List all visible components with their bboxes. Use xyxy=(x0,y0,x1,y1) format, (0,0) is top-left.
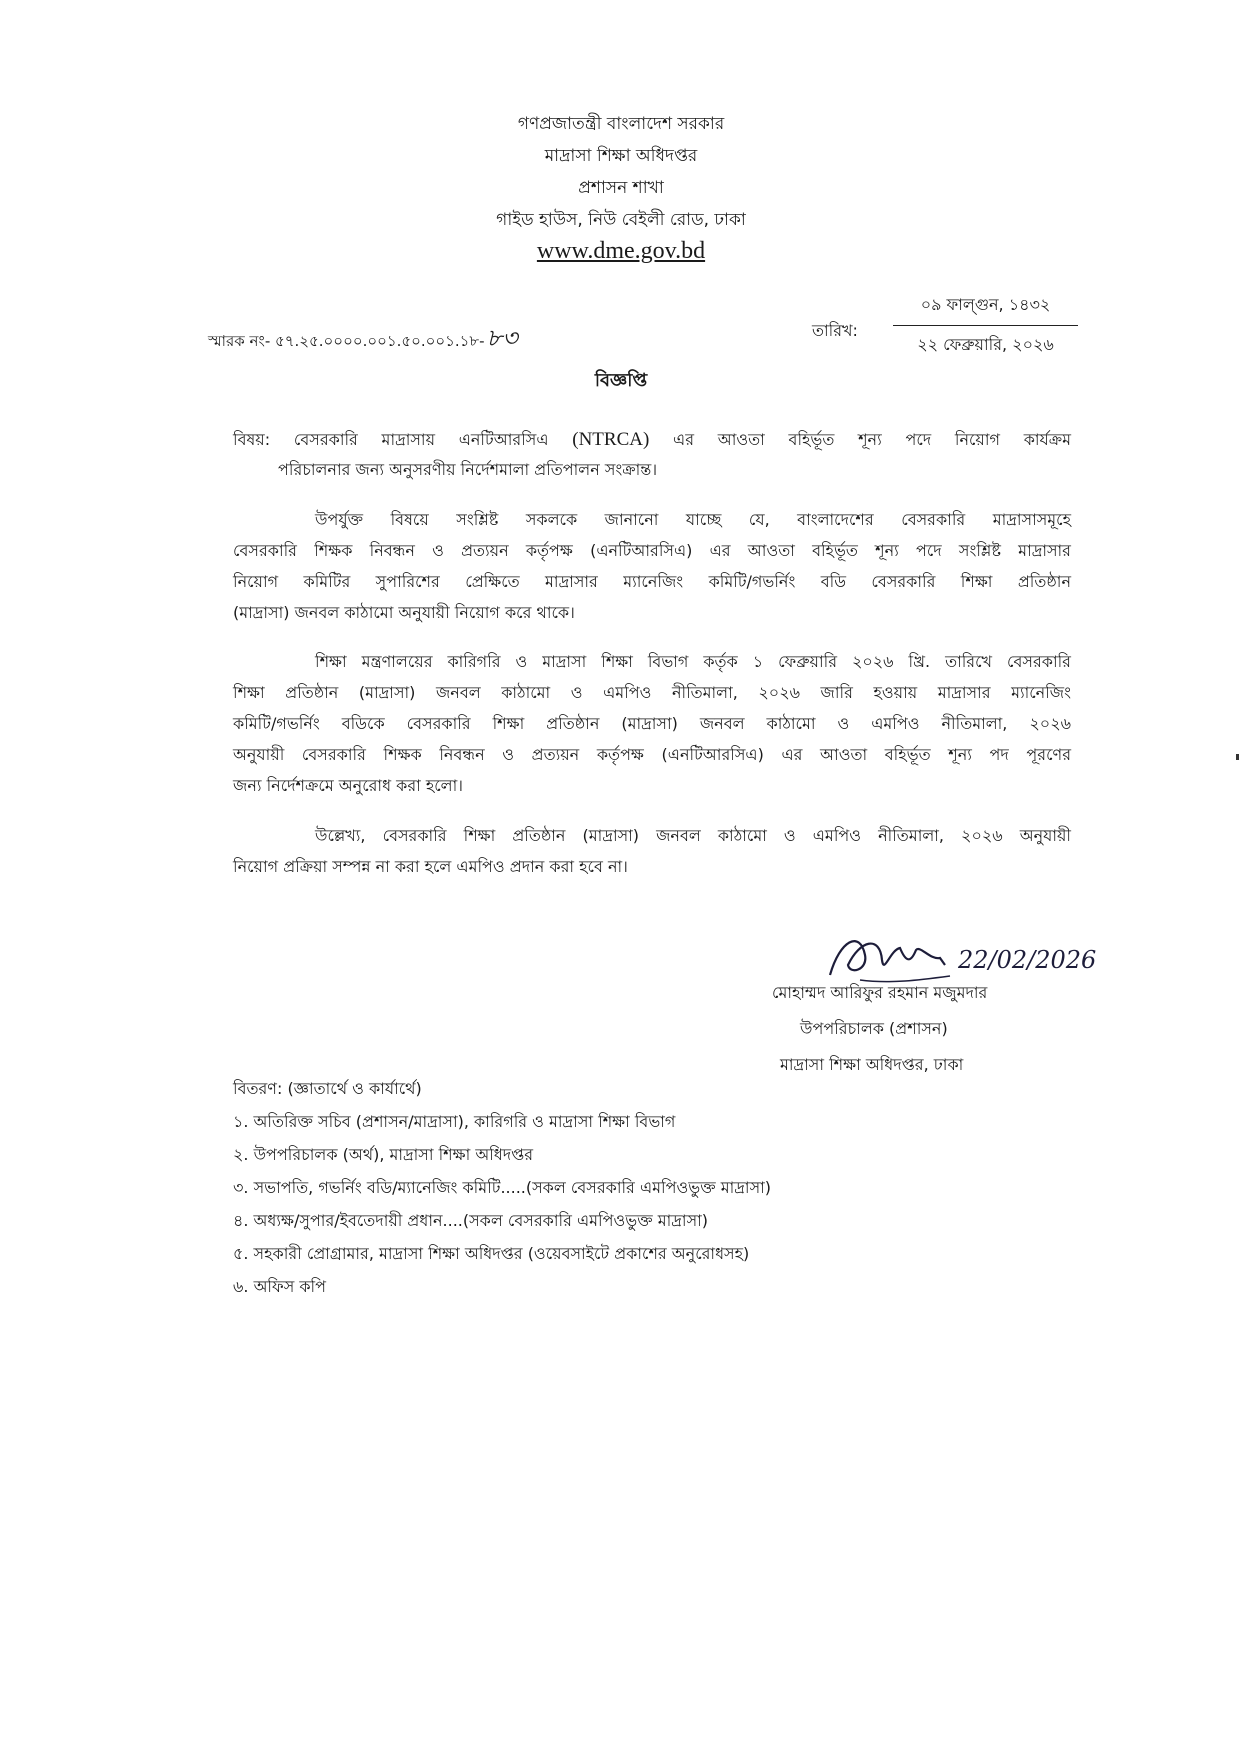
signatory-title: উপপরিচালক (প্রশাসন) xyxy=(800,1019,948,1038)
signatory-name: মোহাম্মদ আরিফুর রহমান মজুমদার xyxy=(772,983,988,1002)
office-address: গাইড হাউস, নিউ বেইলী রোড, ঢাকা xyxy=(496,210,746,230)
paragraph-line: উল্লেখ্য, বেসরকারি শিক্ষা প্রতিষ্ঠান (মাদ্রাসা) জনবল কাঠামো ও এমপিও নীতিমালা, ২০২৬ অনুযায়ী xyxy=(315,826,1071,845)
distribution-item: ১. অতিরিক্ত সচিব (প্রশাসন/মাদ্রাসা), কারিগরি ও মাদ্রাসা শিক্ষা বিভাগ xyxy=(233,1112,676,1131)
memo-number xyxy=(208,320,518,360)
paragraph-3 xyxy=(233,820,1071,882)
paragraph-line: অনুযায়ী বেসরকারি শিক্ষক নিবন্ধন ও প্রত্যয়ন কর্তৃপক্ষ (এনটিআরসিএ) এর আওতা বহির্ভূত শূন্য পদ পূরণের xyxy=(233,745,1071,764)
signature-stroke xyxy=(830,941,945,975)
memo-handwritten-number: ৮৩ xyxy=(486,324,518,352)
paragraph-2 xyxy=(233,646,1071,801)
subject-label: বিষয়: xyxy=(233,430,271,449)
paragraph-line: জন্য নির্দেশক্রমে অনুরোধ করা হলো। xyxy=(233,776,463,795)
paragraph-line: উপর্যুক্ত বিষয়ে সংশ্লিষ্ট সকলকে জানানো যাচ্ছে যে, বাংলাদেশের বেসরকারি মাদ্রাসাসমূহে xyxy=(315,510,1071,529)
subject-text-a: বেসরকারি মাদ্রাসায় এনটিআরসিএ xyxy=(293,430,549,449)
signatory xyxy=(760,975,1080,1083)
subject-line-1 xyxy=(233,425,1071,455)
directorate-name: মাদ্রাসা শিক্ষা অধিদপ্তর xyxy=(544,146,698,166)
scan-edge-mark xyxy=(1236,754,1239,760)
date-bangla: ০৯ ফাল্গুন, ১৪৩২ xyxy=(920,295,1051,314)
paragraph-line: নিয়োগ কমিটির সুপারিশের প্রেক্ষিতে মাদ্রাসার ম্যানেজিং কমিটি/গভর্নিং বডি বেসরকারি শিক্ষা প্রতিষ্ঠান xyxy=(233,572,1071,591)
notice-title: বিজ্ঞপ্তি xyxy=(594,370,648,391)
paragraph-line: নিয়োগ প্রক্রিয়া সম্পন্ন না করা হলে এমপিও প্রদান করা হবে না। xyxy=(233,857,628,876)
paragraph-line: কমিটি/গভর্নিং বডিকে বেসরকারি শিক্ষা প্রতিষ্ঠান (মাদ্রাসা) জনবল কাঠামো ও এমপিও নীতিমালা, ২০২৬ xyxy=(233,714,1071,733)
distribution-item: ২. উপপরিচালক (অর্থ), মাদ্রাসা শিক্ষা অধিদপ্তর xyxy=(233,1145,534,1164)
date-gregorian: ২২ ফেব্রুয়ারি, ২০২৬ xyxy=(917,335,1054,354)
subject-text-b: এর আওতা বহির্ভূত শূন্য পদে নিয়োগ কার্যক্রম xyxy=(673,430,1072,449)
letterhead xyxy=(0,108,1242,265)
distribution-item: ৬. অফিস কপি xyxy=(233,1277,326,1296)
paragraph-line: শিক্ষা মন্ত্রণালয়ের কারিগরি ও মাদ্রাসা শিক্ষা বিভাগ কর্তৃক ১ ফেব্রুয়ারি ২০২৬ খ্রি. তারিখে বেসরকারি xyxy=(315,652,1071,671)
branch-name: প্রশাসন শাখা xyxy=(578,178,664,198)
government-name: গণপ্রজাতন্ত্রী বাংলাদেশ সরকার xyxy=(517,114,725,134)
date-label: তারিখ: xyxy=(812,321,858,340)
memo-label: স্মারক নং- ৫৭.২৫.০০০০.০০১.৫০.০০১.১৮- xyxy=(208,332,485,350)
paragraph-line: (মাদ্রাসা) জনবল কাঠামো অনুযায়ী নিয়োগ করে থাকে। xyxy=(233,603,575,622)
signatory-office: মাদ্রাসা শিক্ষা অধিদপ্তর, ঢাকা xyxy=(780,1055,964,1074)
paragraph-line: বেসরকারি শিক্ষক নিবন্ধন ও প্রত্যয়ন কর্তৃপক্ষ (এনটিআরসিএ) এর আওতা বহির্ভূত শূন্য পদে সংশ্লিষ্ট মাদ্রাসার xyxy=(233,541,1071,560)
paragraph-line: শিক্ষা প্রতিষ্ঠান (মাদ্রাসা) জনবল কাঠামো ও এমপিও নীতিমালা, ২০২৬ জারি হওয়ায় মাদ্রাসার ম্যানেজিং xyxy=(233,683,1071,702)
distribution-heading: বিতরণ: (জ্ঞাতার্থে ও কার্যার্থে) xyxy=(233,1079,422,1098)
website-link[interactable]: www.dme.gov.bd xyxy=(536,238,706,264)
date-block xyxy=(893,292,1078,359)
distribution-item: ৫. সহকারী প্রোগ্রামার, মাদ্রাসা শিক্ষা অধিদপ্তর (ওয়েবসাইটে প্রকাশের অনুরোধসহ) xyxy=(233,1244,750,1263)
date-divider xyxy=(893,325,1078,326)
distribution-item: ৩. সভাপতি, গভর্নিং বডি/ম্যানেজিং কমিটি.....(সকল বেসরকারি এমপিওভুক্ত মাদ্রাসা) xyxy=(233,1178,772,1197)
subject xyxy=(233,425,1071,485)
paragraph-1 xyxy=(233,504,1071,628)
subject-line-2: পরিচালনার জন্য অনুসরণীয় নির্দেশমালা প্রতিপালন সংক্রান্ত। xyxy=(278,460,658,479)
subject-ntrca: (NTRCA) xyxy=(572,429,650,450)
distribution-item: ৪. অধ্যক্ষ/সুপার/ইবতেদায়ী প্রধান....(সকল বেসরকারি এমপিওভুক্ত মাদ্রাসা) xyxy=(233,1211,709,1230)
distribution-list xyxy=(233,1072,1053,1303)
signature-handwritten-date: 22/02/2026 xyxy=(958,946,1097,974)
